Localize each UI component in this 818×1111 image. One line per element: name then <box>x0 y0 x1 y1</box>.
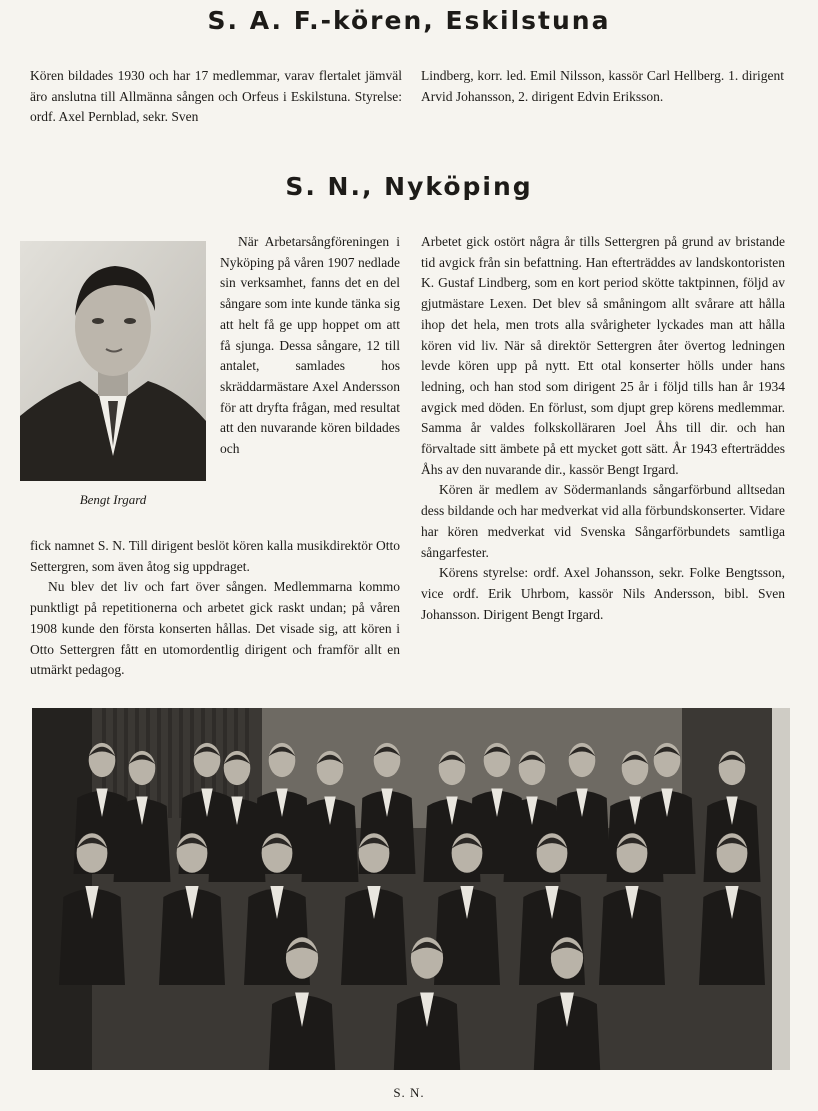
group-photo <box>32 708 790 1070</box>
sn-text-right-column <box>421 232 785 625</box>
sn-paragraph-first-concert: Nu blev det liv och fart över sången. Medlemmarna kommo punktligt på repetitionerna och arbetet gick raskt undan; på våren 1908 kunde den första konserten hållas. Det visade sig, att kören i Otto Settergren fått en utomordentlig dirigent och framför allt en utmärkt pedagog. <box>30 579 400 678</box>
portrait-photo <box>20 241 206 481</box>
saf-paragraph-right: Lindberg, korr. led. Emil Nilsson, kassör Carl Hellberg. 1. dirigent Arvid Johansson, 2. dirigent Edvin Eriksson. <box>421 68 784 104</box>
group-photo-caption: S. N. <box>393 1085 425 1100</box>
sn-paragraph-membership: Kören är medlem av Södermanlands sångarförbund alltsedan dess bildande och har medverkat vid alla förbundskonserter. Vidare har kören medverkat vid Svenska Sångarförbundets samtliga sångarfester. <box>421 482 785 560</box>
saf-paragraph-left: Kören bildades 1930 och har 17 medlemmar, varav flertalet jämväl äro anslutna till Allmänna sången och Orfeus i Eskilstuna. Styrelse: ordf. Axel Pernblad, sekr. Sven <box>30 68 402 125</box>
sn-text-left-column <box>30 536 400 681</box>
sn-paragraph-founding: fick namnet S. N. Till dirigent beslöt kören kalla musikdirektör Otto Settergren, som även åtog sig uppdraget. <box>30 538 400 574</box>
portrait-caption: Bengt Irgard <box>79 492 147 507</box>
section-heading-saf-koren: S. A. F.-kören, Eskilstuna <box>207 6 611 35</box>
sn-paragraph-intro: När Arbetarsångföreningen i Nyköping på våren 1907 nedlade sin verksamhet, fanns det en del sångare som inte kunde tänka sig att helt få ge upp hoppet om att få sjunga. Dessa sångare, 12 till antalet, samlades hos skräddarmästare Axel Andersson för att dryfta frågan, med resultat att den nuvarande kören bildades och <box>220 234 400 457</box>
saf-text-left-column <box>30 66 402 128</box>
section-heading-sn-nykoping: S. N., Nyköping <box>285 172 533 201</box>
sn-paragraph-board: Körens styrelse: ordf. Axel Johansson, sekr. Folke Bengtsson, vice ordf. Erik Uhrbom, kassör Nils Andersson, bibl. Sven Johansson. Dirigent Bengt Irgard. <box>421 565 785 622</box>
sn-text-narrow-column <box>220 232 400 460</box>
saf-text-right-column <box>421 66 784 107</box>
sn-paragraph-history: Arbetet gick ostört några år tills Settergren på grund av bristande tid avgick från sin befattning. Han efterträddes av landskontoristen K. Gustaf Lindberg, som en kort period skötte taktpinnen, följd av gjutmästare Lexen. Det blev så småningom allt svårare att hålla ihop det hela, men trots alla svårigheter lyckades man att hålla kören vid liv. När så direktör Settergren åter övertog ledningen levde kören upp på nytt. Ett otal konserter hölls under hans ledning, och han stod som dirigent 25 år i följd tills han år 1934 avgick med döden. En förlust, som djupt grep körens medlemmar. Samma år valdes folkskolläraren Joel Åhs till dir. och han förvaltade sitt ämbete på ett mycket gott sätt. År 1943 efterträddes Åhs av den nuvarande dir., kassör Bengt Irgard. <box>421 234 785 477</box>
